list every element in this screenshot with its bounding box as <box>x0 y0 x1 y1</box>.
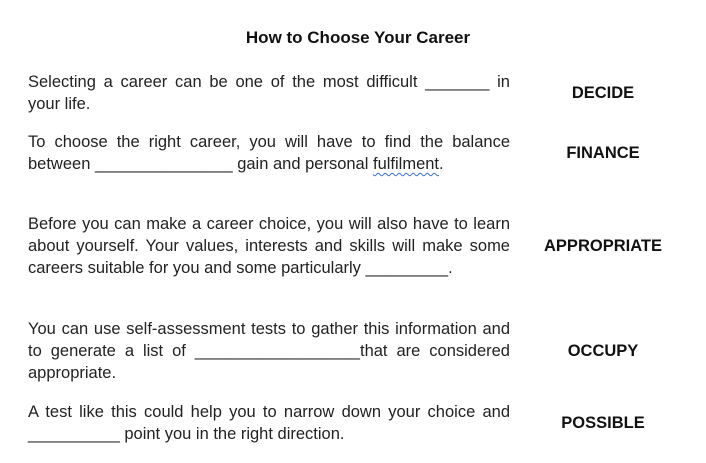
keyword-4: OCCUPY <box>567 341 639 360</box>
exercise-row-4 <box>28 318 688 384</box>
exercise-row-3 <box>28 213 688 279</box>
sentence-text: A test like this could help you to narrow down your choice and <box>28 403 510 421</box>
sentence-3 <box>28 213 510 279</box>
sentence-2 <box>28 131 510 175</box>
sentence-text: Before you can make a career choice, you will also have to learn about yourself. Your values, interests and skills will make some careers suitable for you and some particularly <box>28 215 510 277</box>
answer-blank: _________ <box>365 259 449 277</box>
exercise-row-1 <box>28 71 688 115</box>
keyword-3: APPROPRIATE <box>544 236 662 255</box>
sentence-text: . <box>439 155 444 173</box>
keyword-5: POSSIBLE <box>561 413 645 432</box>
sentence-text: Selecting a career can be one of the most difficult <box>28 73 426 91</box>
answer-blank: _______ <box>425 73 490 91</box>
sentence-text: that are considered appropriate. <box>28 342 510 382</box>
sentence-4 <box>28 318 510 384</box>
keyword-2: FINANCE <box>566 143 640 162</box>
exercise-row-2 <box>28 131 688 175</box>
answer-blank: _______________ <box>94 155 233 173</box>
answer-blank: __________________ <box>194 342 360 360</box>
sentence-text: To choose the right career, you will have to find the balance between <box>28 133 510 173</box>
sentence-text: in your life. <box>28 73 510 113</box>
answer-blank: __________ <box>28 425 120 443</box>
exercise-row-5 <box>28 401 688 445</box>
sentence-text: point you in the right direction. <box>119 425 345 443</box>
spellcheck-word: fulfilment <box>372 155 440 173</box>
sentence-text: gain and personal <box>232 155 373 173</box>
sentence-5 <box>28 401 510 445</box>
sentence-text: . <box>448 259 453 277</box>
sentence-1 <box>28 71 510 115</box>
sentence-text: You can use self-assessment tests to gather this information and to generate a list of <box>28 320 510 360</box>
keyword-1: DECIDE <box>571 83 635 102</box>
document-title: How to Choose Your Career <box>245 28 471 47</box>
